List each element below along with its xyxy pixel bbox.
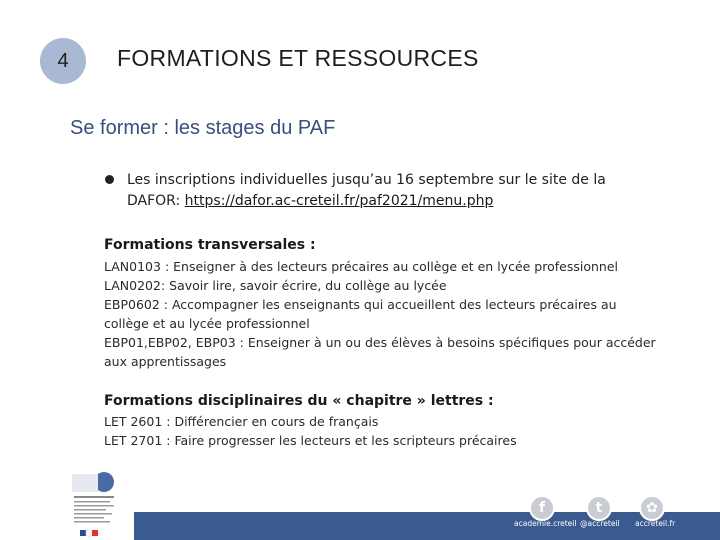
section-number: 4: [57, 49, 69, 72]
page-subtitle: Se former : les stages du PAF: [70, 117, 336, 139]
transversales-section: [104, 235, 679, 371]
registration-line-1: Les inscriptions individuelles jusqu’au 16 septembre sur le site de la: [127, 172, 606, 188]
facebook-icon[interactable]: f: [529, 495, 555, 521]
list-item: LET 2601 : Différencier en cours de français: [104, 414, 379, 429]
dafor-link[interactable]: https://dafor.ac-creteil.fr/paf2021/menu.php: [184, 193, 494, 209]
website-label: accreteil.fr: [635, 519, 676, 528]
twitter-label: @accreteil: [580, 519, 620, 528]
section-number-badge: [40, 38, 86, 84]
footer-bar: [134, 512, 720, 540]
list-item: aux apprentissages: [104, 354, 227, 369]
list-item: LAN0103 : Enseigner à des lecteurs précaires au collège et en lycée professionnel: [104, 259, 618, 274]
facebook-label: academie.creteil: [514, 519, 577, 528]
registration-prefix: DAFOR:: [127, 193, 185, 209]
registration-bullet: [105, 170, 665, 212]
bullet-dot-icon: [105, 175, 114, 184]
disciplinaires-heading: Formations disciplinaires du « chapitre » lettres :: [104, 393, 494, 409]
transversales-heading: Formations transversales :: [104, 237, 316, 253]
list-item: collège et au lycée professionnel: [104, 316, 310, 331]
page-title: FORMATIONS ET RESSOURCES: [117, 45, 479, 71]
disciplinaires-section: [104, 391, 679, 450]
list-item: LET 2701 : Faire progresser les lecteurs et les scripteurs précaires: [104, 433, 517, 448]
website-icon[interactable]: ✿: [639, 495, 665, 521]
list-item: EBP01,EBP02, EBP03 : Enseigner à un ou des élèves à besoins spécifiques pour accéder: [104, 335, 656, 350]
list-item: EBP0602 : Accompagner les enseignants qui accueillent des lecteurs précaires au: [104, 297, 617, 312]
twitter-icon[interactable]: t: [586, 495, 612, 521]
list-item: LAN0202: Savoir lire, savoir écrire, du collège au lycée: [104, 278, 447, 293]
registration-text: [127, 170, 665, 212]
academie-logo: [62, 468, 132, 540]
